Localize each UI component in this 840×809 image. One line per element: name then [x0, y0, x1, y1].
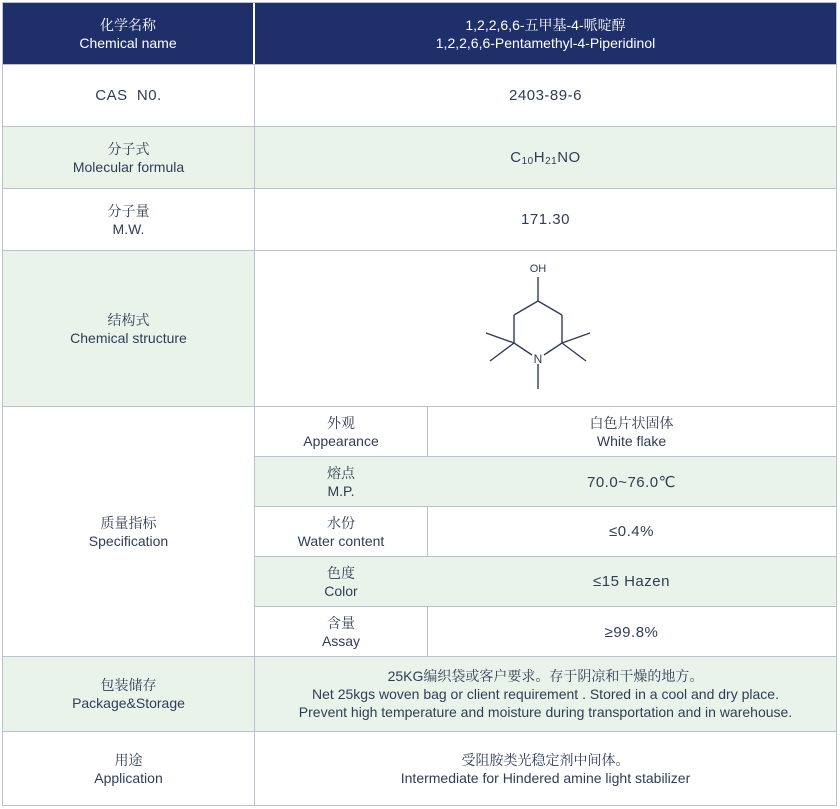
spec-key-en: Appearance	[303, 432, 379, 449]
mw-value-cell	[255, 189, 836, 250]
mw-value: 171.30	[521, 211, 570, 228]
cas-label: CAS N0.	[95, 87, 162, 104]
formula-value-cell	[255, 127, 836, 188]
cas-value: 2403-89-6	[509, 87, 582, 104]
formula-label-zh: 分子式	[107, 140, 150, 157]
spec-key-cell	[255, 457, 428, 506]
application-value-cell	[255, 732, 836, 805]
structure-label-zh: 结构式	[107, 311, 150, 328]
spec-value-zh: 白色片状固体	[589, 414, 674, 431]
structure-label-en: Chemical structure	[70, 329, 187, 346]
formula-row	[3, 127, 836, 189]
package-label-cell	[3, 657, 255, 731]
spec-value: ≤15 Hazen	[593, 573, 670, 590]
chemical-structure-diagram	[476, 254, 616, 404]
package-line-zh: 25KG编织袋或客户要求。存于阴凉和干燥的地方。	[387, 668, 704, 684]
chemical-name-label-zh: 化学名称	[100, 16, 156, 33]
spec-value: ≤0.4%	[609, 523, 654, 540]
header-row	[3, 3, 836, 65]
n-label: N	[533, 351, 542, 366]
spec-item-appearance	[255, 407, 836, 457]
application-value-en: Intermediate for Hindered amine light stabilizer	[400, 769, 691, 786]
package-label-zh: 包装储存	[100, 677, 157, 693]
formula-c: C	[510, 148, 522, 166]
ring-bond	[514, 301, 538, 315]
cas-value-cell	[255, 65, 836, 126]
spec-value-cell	[427, 457, 836, 506]
mw-label-cell	[3, 189, 255, 250]
formula-c-count: 10	[521, 155, 534, 167]
structure-row	[3, 251, 836, 407]
application-label-cell	[3, 732, 255, 805]
spec-key-cell	[255, 407, 428, 456]
mw-row	[3, 189, 836, 251]
specification-label-zh: 质量指标	[100, 514, 157, 531]
specification-row	[3, 407, 836, 657]
specification-label-cell	[3, 407, 255, 656]
spec-item-water-content	[255, 507, 836, 557]
package-line-en-1: Net 25kgs woven bag or client requirement . Stored in a cool and dry place.	[312, 686, 779, 702]
spec-value-en: White flake	[596, 432, 667, 449]
spec-key-zh: 色度	[327, 564, 355, 581]
chemical-name-value-en: 1,2,2,6,6-Pentamethyl-4-Piperidinol	[435, 34, 656, 51]
chemical-name-label-en: Chemical name	[79, 34, 177, 51]
spec-value-cell	[427, 407, 836, 456]
structure-label-cell	[3, 251, 255, 406]
structure-image-cell	[255, 251, 836, 406]
product-spec-table	[2, 2, 837, 806]
formula-label-en: Molecular formula	[72, 158, 185, 175]
spec-key-zh: 外观	[327, 414, 355, 431]
methyl-bond	[562, 333, 590, 343]
spec-value-cell	[427, 607, 836, 657]
package-row	[3, 657, 836, 732]
spec-key-en: M.P.	[327, 482, 355, 499]
package-line-en-2: Prevent high temperature and moisture during transportation and in warehouse.	[298, 704, 793, 720]
formula-rest: NO	[557, 148, 581, 166]
package-label-en: Package&Storage	[72, 695, 185, 711]
header-label-cell	[3, 3, 255, 64]
spec-key-en: Water content	[297, 532, 385, 549]
spec-key-cell	[255, 557, 428, 606]
spec-key-en: Assay	[321, 633, 361, 649]
spec-value: ≥99.8%	[604, 623, 659, 641]
application-row	[3, 732, 836, 805]
specification-label-en: Specification	[88, 532, 169, 549]
spec-key-zh: 水份	[327, 514, 355, 531]
formula-label-cell	[3, 127, 255, 188]
spec-key-en: Color	[324, 582, 358, 599]
header-value-cell	[255, 3, 836, 64]
chemical-name-value-zh: 1,2,2,6,6-五甲基-4-哌啶醇	[465, 16, 626, 33]
package-value-cell	[255, 657, 836, 731]
cas-row	[3, 65, 836, 127]
ring-bond	[538, 301, 562, 315]
spec-key-cell	[255, 607, 428, 657]
spec-item-assay	[255, 607, 836, 657]
ring-bond	[514, 343, 532, 355]
cas-label-cell	[3, 65, 255, 126]
spec-value-cell	[427, 507, 836, 556]
spec-item-color	[255, 557, 836, 607]
mw-label-zh: 分子量	[107, 202, 150, 219]
methyl-bond	[486, 333, 514, 343]
molecular-formula	[510, 149, 580, 167]
spec-value: 70.0~76.0℃	[587, 473, 676, 491]
ring-bond	[544, 343, 562, 355]
methyl-bond	[562, 343, 586, 361]
spec-key-zh: 熔点	[327, 464, 355, 481]
spec-key-zh: 含量	[327, 615, 355, 631]
mw-label-en: M.W.	[112, 220, 145, 237]
formula-h: H	[533, 148, 546, 166]
application-value-zh: 受阻胺类光稳定剂中间体。	[461, 751, 630, 768]
methyl-bond	[490, 343, 514, 361]
spec-value-cell	[427, 557, 836, 606]
application-label-en: Application	[94, 769, 163, 786]
application-label-zh: 用途	[114, 751, 143, 768]
oh-label: OH	[529, 262, 546, 275]
formula-h-count: 21	[545, 155, 558, 167]
spec-key-cell	[255, 507, 428, 556]
spec-item-melting-point	[255, 457, 836, 507]
